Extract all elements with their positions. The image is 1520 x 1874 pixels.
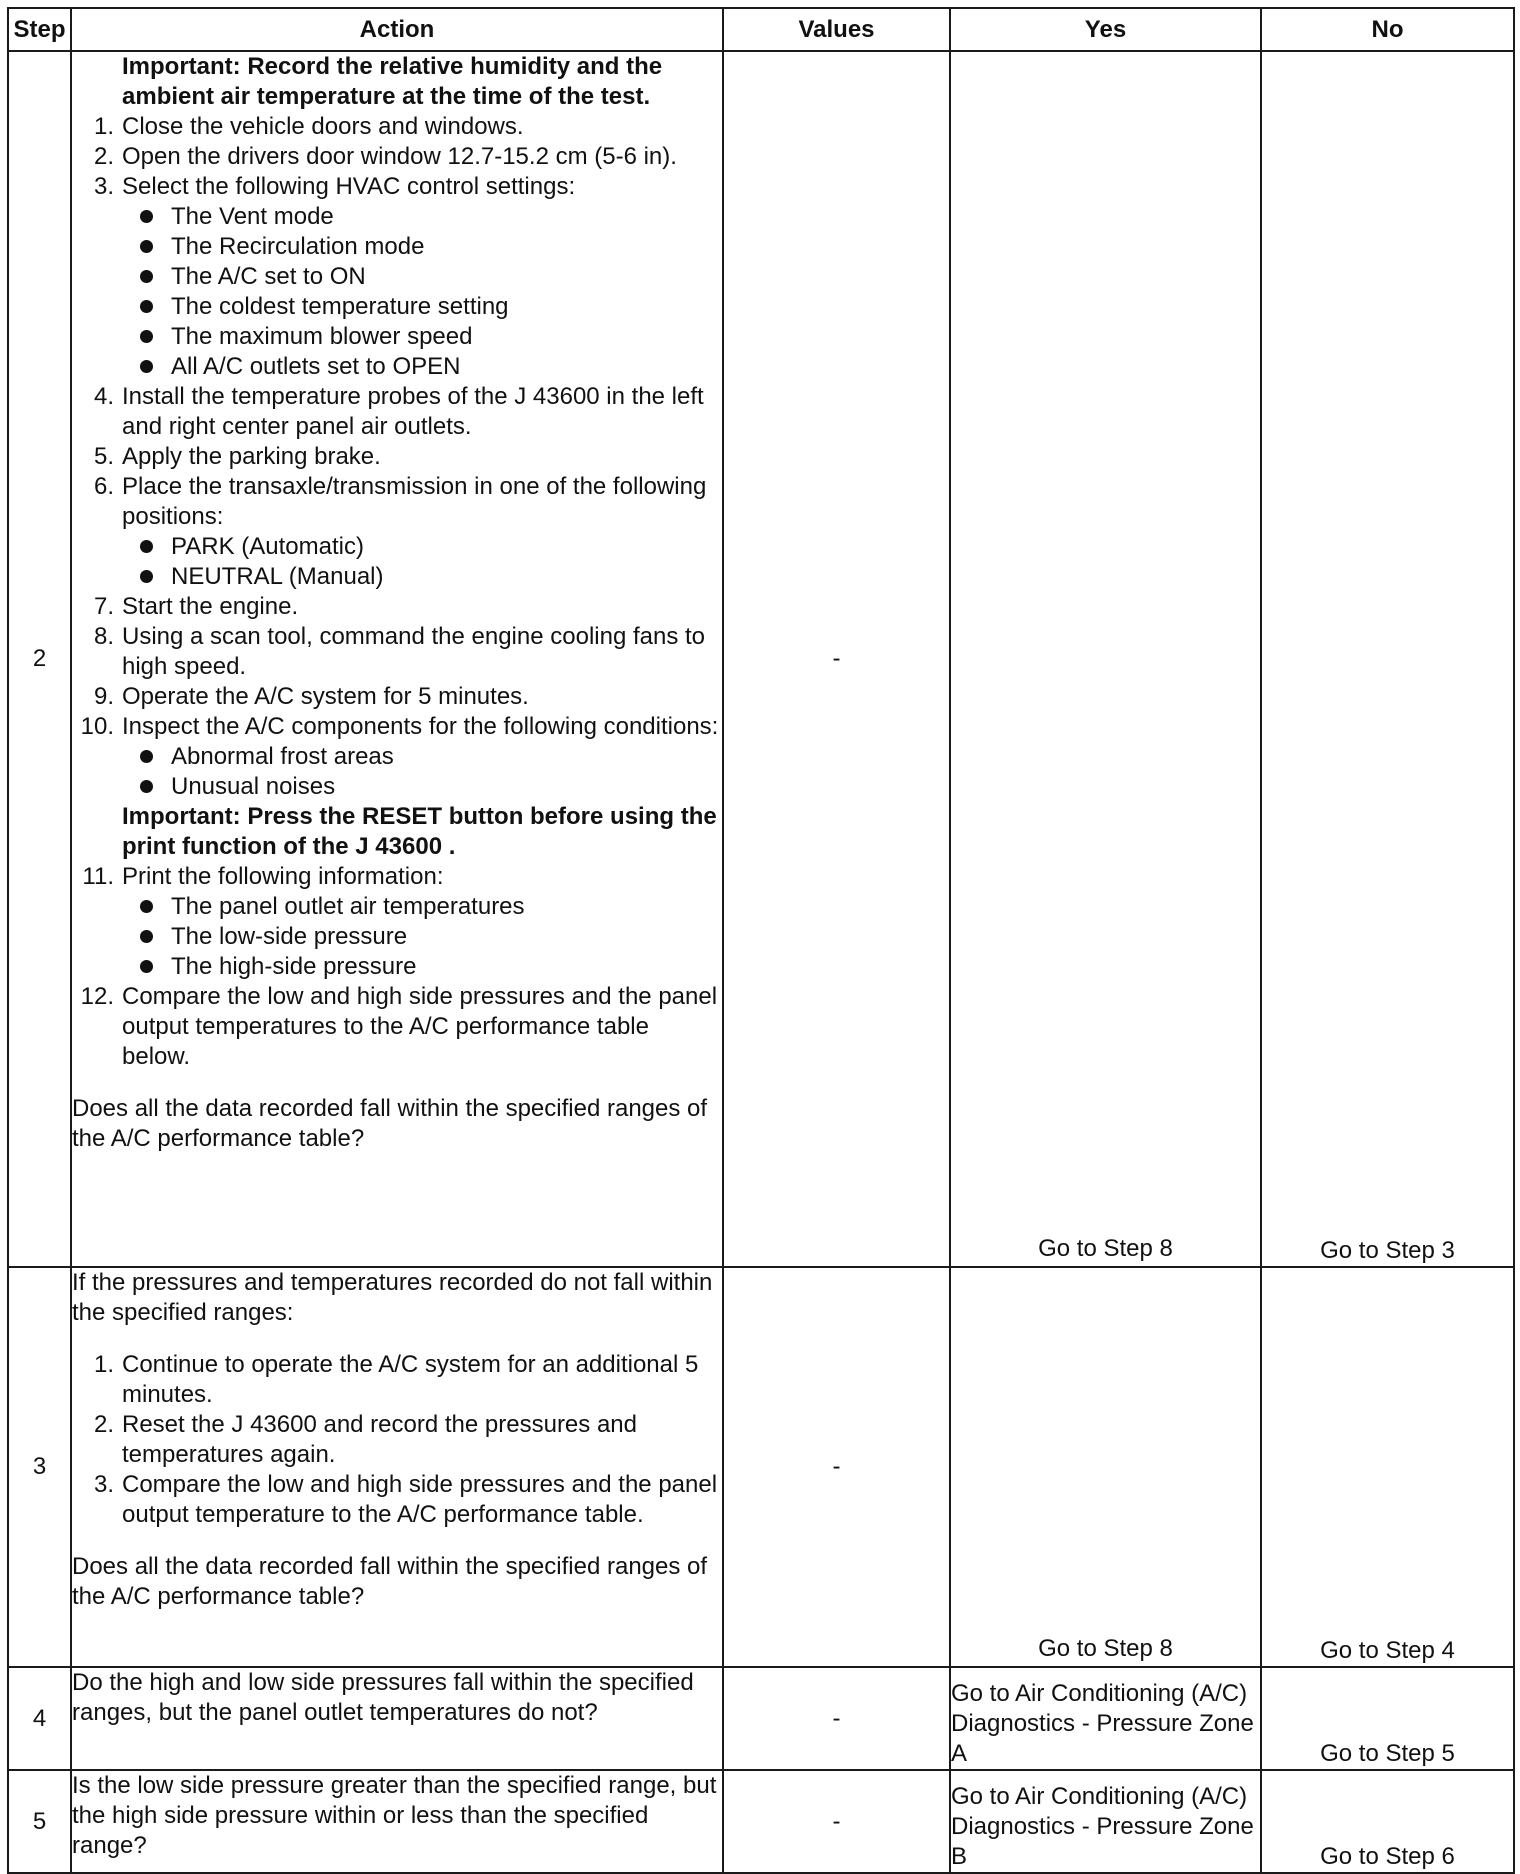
procedure-list [72,1350,722,1530]
list-item: 1. Continue to operate the A/C system for an additional 5 minutes. [93,1351,699,1408]
step-number: 5 [8,1770,71,1873]
header-row [8,8,1514,51]
action-cell [71,1267,723,1667]
no-link[interactable]: Go to Step 3 [1261,51,1514,1267]
values-cell: - [723,1667,950,1770]
header-action: Action [71,8,723,51]
yes-link[interactable]: Go to Air Conditioning (A/C) Diagnostics - Pressure Zone B [950,1770,1261,1873]
bullet-icon [140,930,153,943]
bullet-icon [140,270,153,283]
bullet-list [72,532,722,592]
list-item: 4. Install the temperature probes of the J 43600 in the left and right center panel air outlets. [93,383,704,440]
bullet-list [72,892,722,982]
bullet-list [72,202,722,382]
list-item: PARK (Automatic) [122,532,722,562]
list-item: The Recirculation mode [122,232,722,262]
list-item: 2. Open the drivers door window 12.7-15.2 cm (5-6 in). [93,143,677,170]
list-item: The panel outlet air temperatures [122,892,722,922]
bullet-icon [140,300,153,313]
bullet-icon [140,750,153,763]
list-item: All A/C outlets set to OPEN [122,352,722,382]
header-yes: Yes [950,8,1261,51]
list-item: 1. Close the vehicle doors and windows. [93,113,524,140]
header-values: Values [723,8,950,51]
question-text: Does all the data recorded fall within the specified ranges of the A/C performance table? [72,1095,708,1152]
list-item: 9. Operate the A/C system for 5 minutes. [93,683,529,710]
list-item: 3. Select the following HVAC control settings: [93,173,576,200]
values-cell: - [723,1267,950,1667]
step-number: 2 [8,51,71,1267]
procedure-list [72,862,722,892]
yes-link[interactable]: Go to Air Conditioning (A/C) Diagnostics - Pressure Zone A [950,1667,1261,1770]
table-row-step-4 [8,1667,1514,1770]
procedure-list [72,592,722,742]
diagnostic-table [7,7,1515,1874]
list-item: The maximum blower speed [122,322,722,352]
procedure-list [72,982,722,1072]
list-item: 12. Compare the low and high side pressures and the panel output temperatures to the A/C performance table below. [80,983,718,1070]
list-item: 11. Print the following information: [82,863,444,890]
list-item: The coldest temperature setting [122,292,722,322]
bullet-icon [140,960,153,973]
values-cell: - [723,1770,950,1873]
list-item: The A/C set to ON [122,262,722,292]
list-item: 10. Inspect the A/C components for the following conditions: [80,713,719,740]
list-item: 2. Reset the J 43600 and record the pressures and temperatures again. [93,1411,637,1468]
no-link[interactable]: Go to Step 6 [1261,1770,1514,1873]
bullet-icon [140,360,153,373]
intro-text: If the pressures and temperatures recorded do not fall within the specified ranges: [72,1269,713,1326]
yes-link[interactable]: Go to Step 8 [950,1267,1261,1667]
table-row-step-5 [8,1770,1514,1873]
action-cell: Is the low side pressure greater than the specified range, but the high side pressure within or less than the specified range? [71,1770,723,1873]
list-item: Abnormal frost areas [122,742,722,772]
list-item: 5. Apply the parking brake. [93,443,381,470]
question-text: Does all the data recorded fall within the specified ranges of the A/C performance table? [72,1553,708,1610]
no-link[interactable]: Go to Step 4 [1261,1267,1514,1667]
action-cell [71,51,723,1267]
bullet-icon [140,570,153,583]
bullet-icon [140,540,153,553]
list-item: The high-side pressure [122,952,722,982]
header-no: No [1261,8,1514,51]
bullet-icon [140,240,153,253]
procedure-list [72,112,722,202]
table-row-step-2 [8,51,1514,1267]
important-note: Important: Press the RESET button before using the print function of the J 43600 . [122,803,717,860]
procedure-list [72,382,722,532]
list-item: The Vent mode [122,202,722,232]
bullet-icon [140,210,153,223]
bullet-icon [140,330,153,343]
yes-link[interactable]: Go to Step 8 [950,51,1261,1267]
list-item: Unusual noises [122,772,722,802]
list-item: The low-side pressure [122,922,722,952]
no-link[interactable]: Go to Step 5 [1261,1667,1514,1770]
list-item: 7. Start the engine. [93,593,299,620]
list-item: NEUTRAL (Manual) [122,562,722,592]
values-cell: - [723,51,950,1267]
header-step: Step [8,8,71,51]
bullet-list [72,742,722,802]
list-item: 3. Compare the low and high side pressures and the panel output temperature to the A/C performance table. [93,1471,718,1528]
bullet-icon [140,780,153,793]
step-number: 3 [8,1267,71,1667]
action-cell: Do the high and low side pressures fall within the specified ranges, but the panel outlet temperatures do not? [71,1667,723,1770]
important-note: Important: Record the relative humidity and the ambient air temperature at the time of the test. [122,53,663,110]
list-item: 8. Using a scan tool, command the engine cooling fans to high speed. [93,623,706,680]
bullet-icon [140,900,153,913]
step-number: 4 [8,1667,71,1770]
table-row-step-3 [8,1267,1514,1667]
list-item: 6. Place the transaxle/transmission in one of the following positions: [93,473,707,530]
